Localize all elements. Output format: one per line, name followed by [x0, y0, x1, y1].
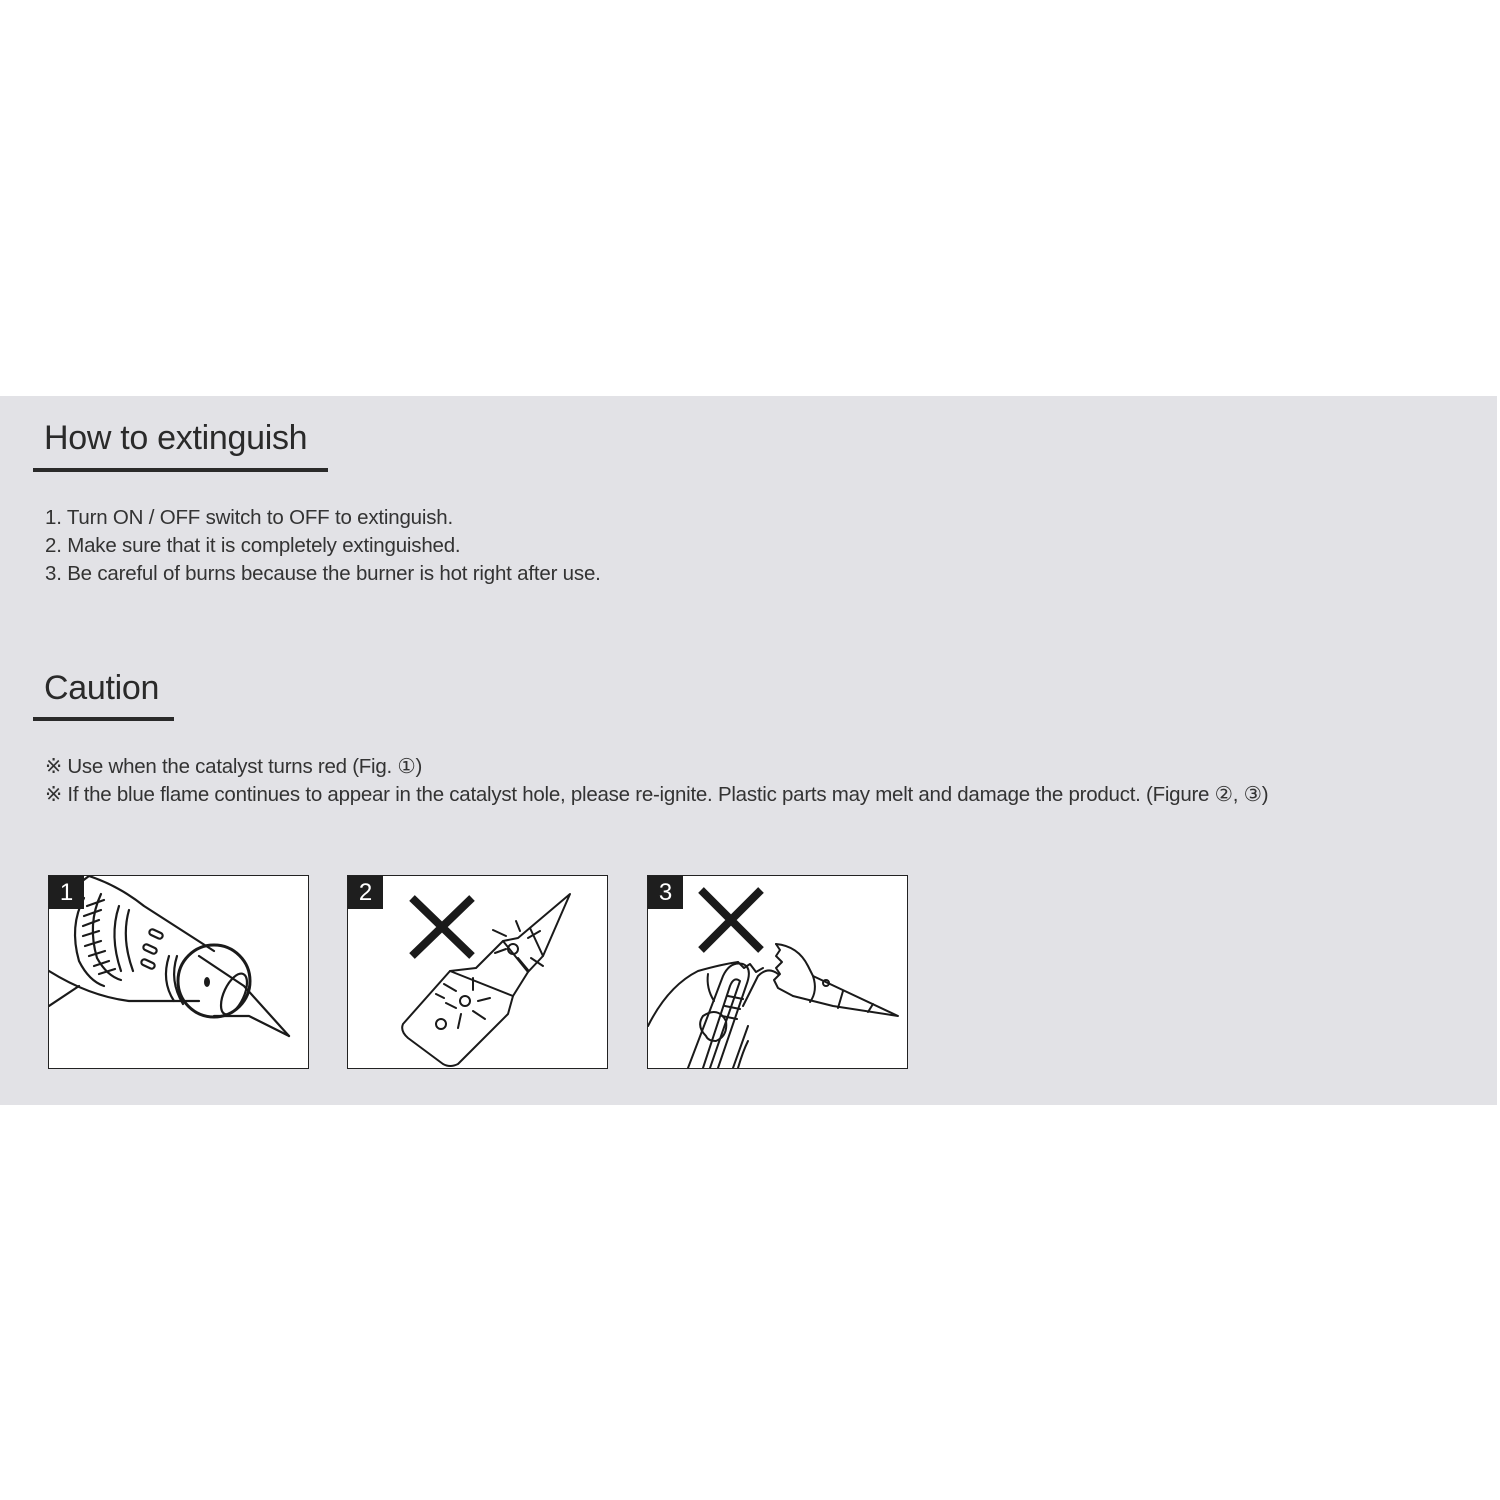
figure-1	[48, 875, 309, 1069]
title-underline	[33, 717, 174, 721]
figure-2	[347, 875, 608, 1069]
prohibited-x-icon	[701, 890, 761, 950]
figure-3	[647, 875, 908, 1069]
melted-plastic-hand-icon	[648, 876, 907, 1068]
caution-notes-list	[45, 753, 1268, 809]
title-underline	[33, 468, 328, 472]
figure-number-badge: 3	[648, 876, 683, 909]
caution-note: ※ If the blue flame continues to appear in the catalyst hole, please re-ignite. Plastic parts may melt and damage the product. (Figure ②, ③)	[45, 783, 1269, 806]
extinguish-steps-list	[45, 504, 601, 588]
figure-number-badge: 2	[348, 876, 383, 909]
caution-note: ※ Use when the catalyst turns red (Fig. ①)	[45, 755, 423, 778]
figure-number-badge: 1	[49, 876, 84, 909]
section-title-extinguish: How to extinguish	[44, 419, 308, 457]
prohibited-x-icon	[412, 898, 472, 956]
soldering-tip-catalyst-circled-icon	[49, 876, 308, 1068]
extinguish-step: 1. Turn ON / OFF switch to OFF to extinguish.	[45, 506, 453, 529]
extinguish-step: 2. Make sure that it is completely extinguished.	[45, 534, 461, 557]
section-title-caution: Caution	[44, 669, 160, 707]
blue-flame-catalyst-hole-icon	[348, 876, 607, 1068]
extinguish-step: 3. Be careful of burns because the burner is hot right after use.	[45, 562, 601, 585]
